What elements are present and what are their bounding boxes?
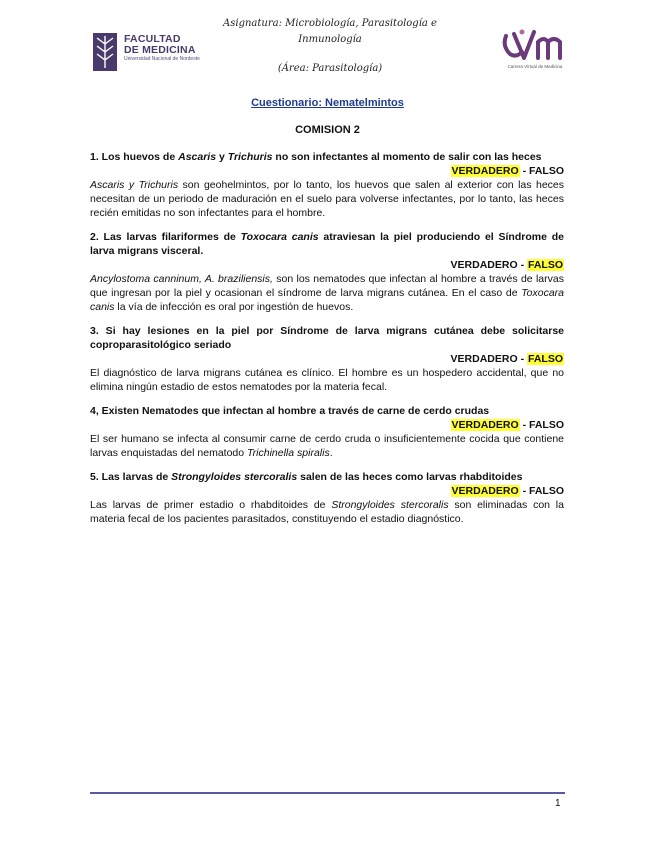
answer-false: FALSO xyxy=(527,353,563,365)
answer-true: VERDADERO xyxy=(451,419,519,431)
cvm-caption: Carrera Virtual de Medicina xyxy=(507,64,563,69)
faculty-name xyxy=(124,34,196,56)
faculty-line1: FACULTAD xyxy=(124,33,181,45)
question-3 xyxy=(90,324,564,394)
subject-header xyxy=(210,16,450,48)
questionnaire xyxy=(90,150,564,536)
question-text: 4, Existen Nematodes que infectan al hombre a través de carne de cerdo crudas xyxy=(90,405,490,417)
answer-false: FALSO xyxy=(528,419,564,431)
answer-true: VERDADERO xyxy=(451,485,519,497)
shield-icon xyxy=(92,32,118,72)
explanation: Ascaris y Trichuris son geohelmintos, por lo tanto, los huevos que salen al exterior con las heces necesitan de un periodo de maduración en el suelo para volverse infectantes, por lo tanto, las heces recién emitidas no son infectantes para el hombre. xyxy=(90,179,565,219)
explanation: El ser humano se infecta al consumir carne de cerdo cruda o insuficientemente cocida que contiene larvas enquistadas del nematodo Trichinella spiralis. xyxy=(90,433,564,459)
explanation: Las larvas de primer estadio o rhabditoides de Strongyloides stercoralis son eliminadas con la materia fecal de los pacientes parasitados, constituyendo el estadio diagnóstico. xyxy=(90,499,564,525)
answer-false: FALSO xyxy=(527,259,563,271)
answer-options: VERDADERO - FALSO xyxy=(451,165,564,177)
page-title: Cuestionario: Nematelmintos xyxy=(251,97,404,109)
answer-options: VERDADERO - FALSO xyxy=(450,353,563,365)
page-number: 1 xyxy=(555,798,561,809)
question-4 xyxy=(90,404,564,460)
answer-true: VERDADERO xyxy=(451,165,519,177)
answer-false: FALSO xyxy=(528,485,564,497)
answer-options: VERDADERO - FALSO xyxy=(450,259,563,271)
comision-label: COMISION 2 xyxy=(295,124,360,136)
question-text: 2. Las larvas filariformes de Toxocara canis atraviesan la piel produciendo el Síndrome de larva migrans visceral. xyxy=(90,231,564,257)
explanation: El diagnóstico de larva migrans cutánea es clínico. El hombre es un hospedero accidental, que no elimina ningún estadio de estos nematodes por la materia fecal. xyxy=(90,367,564,393)
answer-true: VERDADERO xyxy=(450,353,518,365)
question-1 xyxy=(90,150,564,220)
question-text: 1. Los huevos de Ascaris y Trichuris no son infectantes al momento de salir con las heces xyxy=(90,151,542,163)
question-text: 3. Si hay lesiones en la piel por Síndrome de larva migrans cutánea debe solicitarse coproparasitológico seriado xyxy=(90,325,564,351)
area-label: (Área: Parasitología) xyxy=(277,63,383,74)
subject-line2: Inmunología xyxy=(298,34,362,45)
answer-options: VERDADERO - FALSO xyxy=(451,485,564,497)
explanation: Ancylostoma canninum, A. braziliensis, son los nematodes que infectan al hombre a través de larvas que ingresan por la piel y ocasionan el síndrome de larva migrans cutánea. En el caso de Toxocara canis la vía de infección es oral por ingestión de huevos. xyxy=(90,273,564,313)
question-5 xyxy=(90,470,564,526)
faculty-line2: DE MEDICINA xyxy=(124,44,196,56)
cvm-logo xyxy=(500,28,570,78)
answer-true: VERDADERO xyxy=(450,259,518,271)
answer-false: FALSO xyxy=(528,165,564,177)
faculty-subtitle: Universidad Nacional de Nordeste xyxy=(124,56,200,62)
answer-options: VERDADERO - FALSO xyxy=(451,419,564,431)
subject-line1: Asignatura: Microbiología, Parasitología e xyxy=(223,18,437,29)
footer-divider xyxy=(90,792,565,794)
question-2 xyxy=(90,230,564,314)
cvm-logo-icon xyxy=(500,28,570,64)
faculty-logo xyxy=(92,32,212,76)
question-text: 5. Las larvas de Strongyloides stercoralis salen de las heces como larvas rhabditoides xyxy=(90,471,523,483)
